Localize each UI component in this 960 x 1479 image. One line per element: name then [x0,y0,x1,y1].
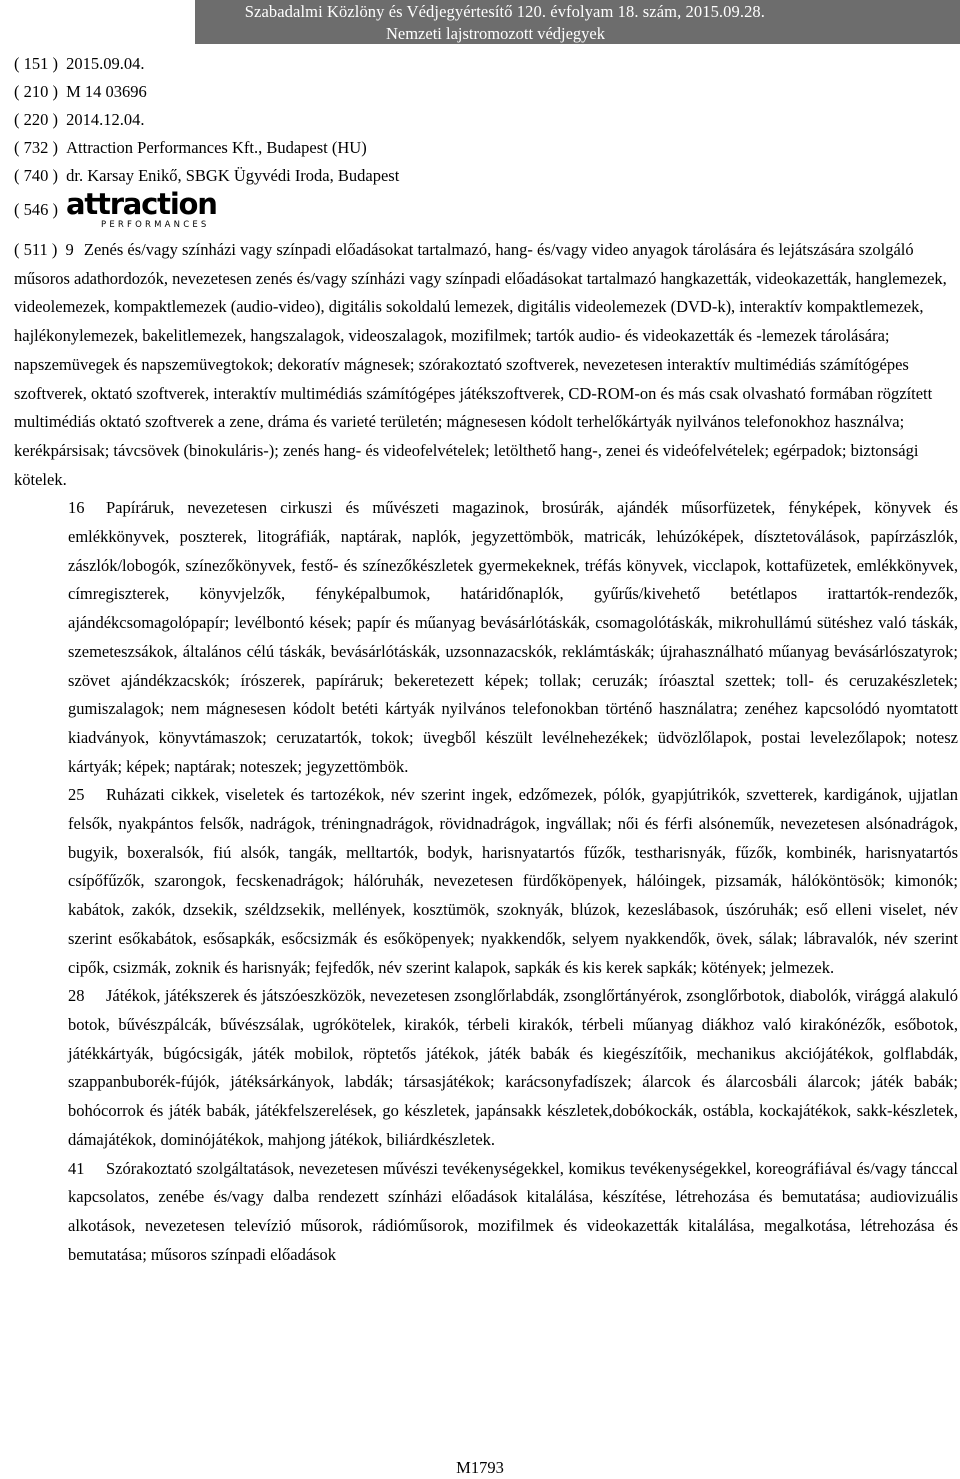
bibliographic-data [14,50,399,230]
class-16 [68,494,958,781]
class-28 [68,982,958,1154]
svg-text:attraction: attraction [66,189,217,221]
bib-row-220 [14,106,399,134]
bib-row-740 [14,162,399,190]
class-number: 41 [68,1158,85,1178]
class-number: 28 [68,986,85,1006]
filing-date: 2014.12.04. [66,110,145,129]
bib-row-210 [14,78,399,106]
page-header [0,0,960,46]
section-title: Nemzeti lajstromozott védjegyek [385,24,605,43]
filing-publication-date: 2015.09.04. [66,54,145,73]
inid-code: ( 511 ) [14,240,58,259]
attraction-logo [66,190,234,239]
holder-name: Attraction Performances Kft., Budapest (HU) [66,138,367,157]
inid-code: ( 220 ) [14,110,58,129]
inid-code: ( 732 ) [14,138,58,157]
application-number: M 14 03696 [66,82,147,101]
class-description: Szórakoztató szolgáltatások, nevezetesen művészi tevékenységekkel, komikus tevékenységekkel, koreográfiával és/vagy tánccal kapcsolatos, zenébe és/vagy dalba rendezett színházi előadások kitalálása, készítése, létrehozása és bemutatása; audiovizuális alkotások, nevezetesen televízió műsorok, rádióműsorok, mozifilmek és videokazetták kitalálása, megalkotása, létrehozása és bemutatása; műsoros színpadi előadások [68,1158,958,1264]
svg-text:PERFORMANCES: PERFORMANCES [101,219,210,230]
inid-code: ( 546 ) [14,200,58,219]
inid-code: ( 740 ) [14,166,58,185]
class-25 [68,781,958,982]
bib-row-151 [14,50,399,78]
class-9 [14,236,958,494]
representative: dr. Karsay Enikő, SBGK Ügyvédi Iroda, Budapest [66,166,400,185]
goods-services-list [14,236,958,1269]
class-number: 9 [65,240,74,259]
bib-row-732 [14,134,399,162]
class-description: Játékok, játékszerek és játszóeszközök, nevezetesen zsonglőrlabdák, zsonglőrtányérok, zsonglőrbotok, diabolók, virággá alakuló botok, bűvészpálcák, bűvészsálak, ugrókötelek, kirakók, térbeli kirakók, térbeli műanyag diákhoz való kirakónézők, esőbotok, játékkártyák, búgócsigák, játék mobilok, röptetős játékok, játék babák és kiegészítőik, mechanikus akciójátékok, golflabdák, szappanbuborék-fújók, játéksárkányok, labdák; társasjátékok; karácsonyfadíszek; álarcok és álarcosbáli álarcok; játék babák; bohócorrok és játék babák, játékfelszerelések, go készletek, japánsakk készletek,dobókockák, ostábla, kockajátékok, sakk-készletek, dámajátékok, dominójátékok, mahjong játékok, biliárdkészletek. [68,986,958,1149]
bib-row-546 [14,190,399,230]
class-description: Papíráruk, nevezetesen cirkuszi és művészeti magazinok, brosúrák, ajándék műsorfüzetek, fényképek, könyvek és emlékkönyvek, poszterek, litográfiák, naptárak, naplók, jegyzettömbök, matricák, lehúzóképek, dísztetoválások, papírzászlók, zászlók/lobogók, színezőkönyvek, festő- és színezőkészletek gyermekeknek, tréfás könyvek, vicclapok, kottafüzetek, emlékkönyvek, címregiszterek, könyvjelzők, fényképalbumok, határidőnaplók, gyűrűs/kivehető betétlapos irattartók-rendezők, ajándékcsomagolópapír; levélbontó kések; papír és műanyag bevásárlótáskák, csomagolótáskák, mikrohullámú sütéshez való táskák, szemeteszsákok, általános célú táskák, bevásárlótáskák, uzsonnazacskók, reklámtáskák; újrahasználható műanyag bevásárlószatyrok; szövet ajándékzacskók; írószerek, papíráruk; bekeretezett képek; tollak; ceruzák; íróasztal szettek; toll- és ceruzakészletek; gumiszalagok; nem mágnesesen kódolt betéti kártyák nyilvános telefonokban történő használatra; zenéhez kapcsolódó nyomtatott kiadványok, könyvtámaszok; ceruzatartók, tokok; üvegből készült levélnehezékek; üdvözlőlapok, postai levelezőlapok; notesz kártyák; képek; naptárak; noteszek; jegyzettömbök. [68,498,958,776]
publication-title: Szabadalmi Közlöny és Védjegyértesítő 120. évfolyam 18. szám, 2015.09.28. [244,2,765,21]
inid-code: ( 210 ) [14,82,58,101]
class-number: 25 [68,785,85,805]
class-description: Zenés és/vagy színházi vagy színpadi előadásokat tartalmazó, hang- és/vagy video anyagok tárolására és lejátszására szolgáló műsoros adathordozók, nevezetesen zenés és/vagy színházi vagy színpadi előadásokat tartalmazó hangkazetták, videokazetták, hanglemezek, videolemezek, kompaktlemezek (audio-video), digitális sokoldalú lemezek, digitális videolemezek (DVD-k), interaktív kompaktlemezek, hajlékonylemezek, bakelitlemezek, hangszalagok, videoszalagok, mozifilmek; tartók audio- és videokazetták és -lemezek tárolására; napszemüvegek és napszemüvegtokok; dekoratív mágnesek; szórakoztató szoftverek, nevezetesen interaktív multimédiás számítógépes szoftverek, oktató szoftverek, interaktív multimédiás számítógépes játékszoftverek, CD-ROM-on és más csak olvasható formában rögzített multimédiás oktató szoftverek a zene, dráma és varieté területén; mágnesesen kódolt terhelőkártyák nyilvános telefonokhoz használva; kerékpársisak; távcsövek (binokuláris-); zenés hang- és videofelvételek; letölthető hang-, zenei és videófelvételek; egérpadok; biztonsági kötelek. [14,240,947,489]
inid-code: ( 151 ) [14,54,58,73]
class-description: Ruházati cikkek, viseletek és tartozékok, név szerint ingek, edzőmezek, pólók, gyapjútrikók, szvetterek, kardigánok, ujjatlan felsők, nyakpántos felsők, nadrágok, tréningnadrágok, rövidnadrágok, ingvállak; női és férfi alsóneműk, nevezetesen alsónadrágok, bugyik, boxeralsók, fiú alsók, tangák, melltartók, bodyk, harisnyatartós fűzők, testharisnyák, fűzők, kombinék, harisnyatartós csípőfűzők, szarongok, fecskenadrágok; hálóruhák, nevezetesen fürdőköpenyek, hálóingek, pizsamák, hálóköntösök; kimonók; kabátok, zakók, dzsekik, széldzsekik, mellények, kosztümök, szoknyák, blúzok, kezeslábasok, úszóruhák; eső elleni viselet, név szerint esőkabátok, esősapkák, esőcsizmák és esőköpenyek; nyakkendők, selyem nyakkendők, övek, sálak; lábravalók, név szerint cipők, csizmák, zoknik és harisnyák; fejfedők, név szerint kalapok, sapkák és kis kerek sapkák; kötények; jelmezek. [68,785,958,977]
class-number: 16 [68,498,85,518]
page-number: M1793 [456,1458,504,1477]
class-41 [68,1155,958,1270]
